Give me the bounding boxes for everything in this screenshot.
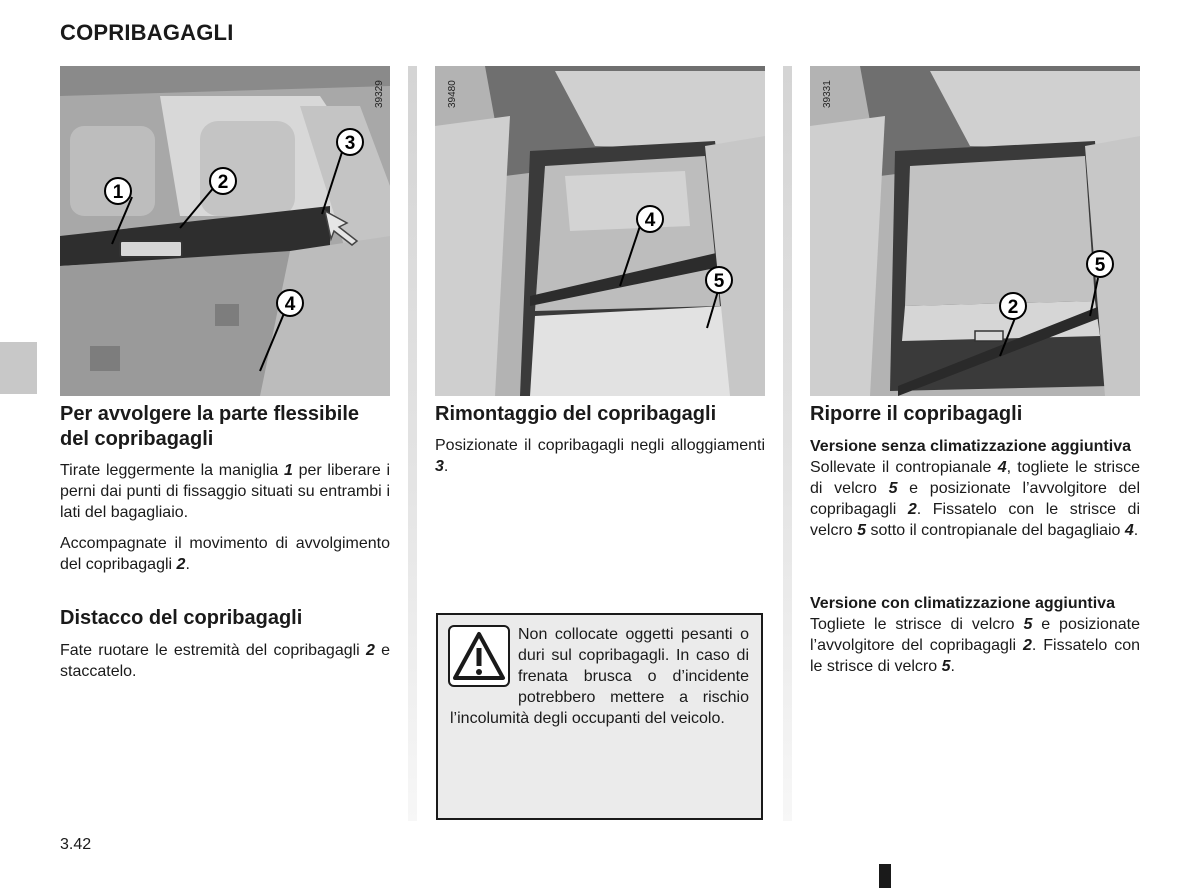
figure-code: 39331 <box>822 80 833 108</box>
warning-text-block <box>450 624 749 729</box>
figure-rear-seat-cover <box>60 66 390 396</box>
warning-box <box>436 613 763 820</box>
callout-label: 2 <box>1007 297 1019 318</box>
callout-label: 5 <box>713 271 725 292</box>
paragraph-accompany: Accompagnate il movimento di avvolgimento del copribagagli 2. <box>60 535 390 573</box>
paragraph-with-aircon: Versione con climatizzazione aggiuntiva Togliete le strisce di velcro 5 e posizionate l’avvolgitore del copribagagli 2. Fissatelo con le strisce di velcro 5. <box>810 595 1141 675</box>
column-divider <box>783 66 792 821</box>
figure-stowed-cover <box>810 66 1140 396</box>
heading-roll-up: Per avvolgere la parte flessibile del copribagagli <box>60 403 360 450</box>
page-number: 3.42 <box>60 836 92 853</box>
paragraph-no-aircon: Versione senza climatizzazione aggiuntiva Sollevate il contropianale 4, togliete le strisce di velcro 5 e posizionate l’avvolgitore del copribagagli 2. Fissatelo con le strisce di velcro 5 sotto il contropianale del bagagliaio 4. <box>810 438 1141 539</box>
column-divider <box>408 66 417 821</box>
heading-refit: Rimontaggio del copribagagli <box>435 403 717 425</box>
warning-text: Non collocate oggetti pesanti o duri sul copribagagli. In caso di frenata brusca o d’incidente potrebbero mettere a rischio l’incolumità degli occupanti del veicolo. <box>450 626 749 727</box>
heading-stow: Riporre il copribagagli <box>810 403 1023 425</box>
callout-label: 3 <box>344 133 356 154</box>
paragraph-detach: Fate ruotare le estremità del copribagagli 2 e staccatelo. <box>60 642 391 680</box>
heading-detach: Distacco del copribagagli <box>60 607 303 629</box>
figure-code: 39480 <box>447 80 458 108</box>
callout-label: 4 <box>284 294 296 315</box>
figure-open-trunk-refit <box>435 66 765 396</box>
page-title: COPRIBAGAGLI <box>60 20 234 45</box>
figure-code: 39329 <box>374 80 385 108</box>
paragraph-refit: Posizionate il copribagagli negli alloggiamenti 3. <box>435 437 765 475</box>
callout-label: 5 <box>1094 255 1106 276</box>
section-tab <box>0 342 37 394</box>
corner-mark <box>879 864 891 888</box>
callout-label: 4 <box>644 210 656 231</box>
callout-label: 2 <box>217 172 229 193</box>
callout-label: 1 <box>112 182 124 203</box>
paragraph-pull-handle: Tirate leggermente la maniglia 1 per liberare i perni dai punti di fissaggio situati su entrambi i lati del bagagliaio. <box>60 462 390 521</box>
